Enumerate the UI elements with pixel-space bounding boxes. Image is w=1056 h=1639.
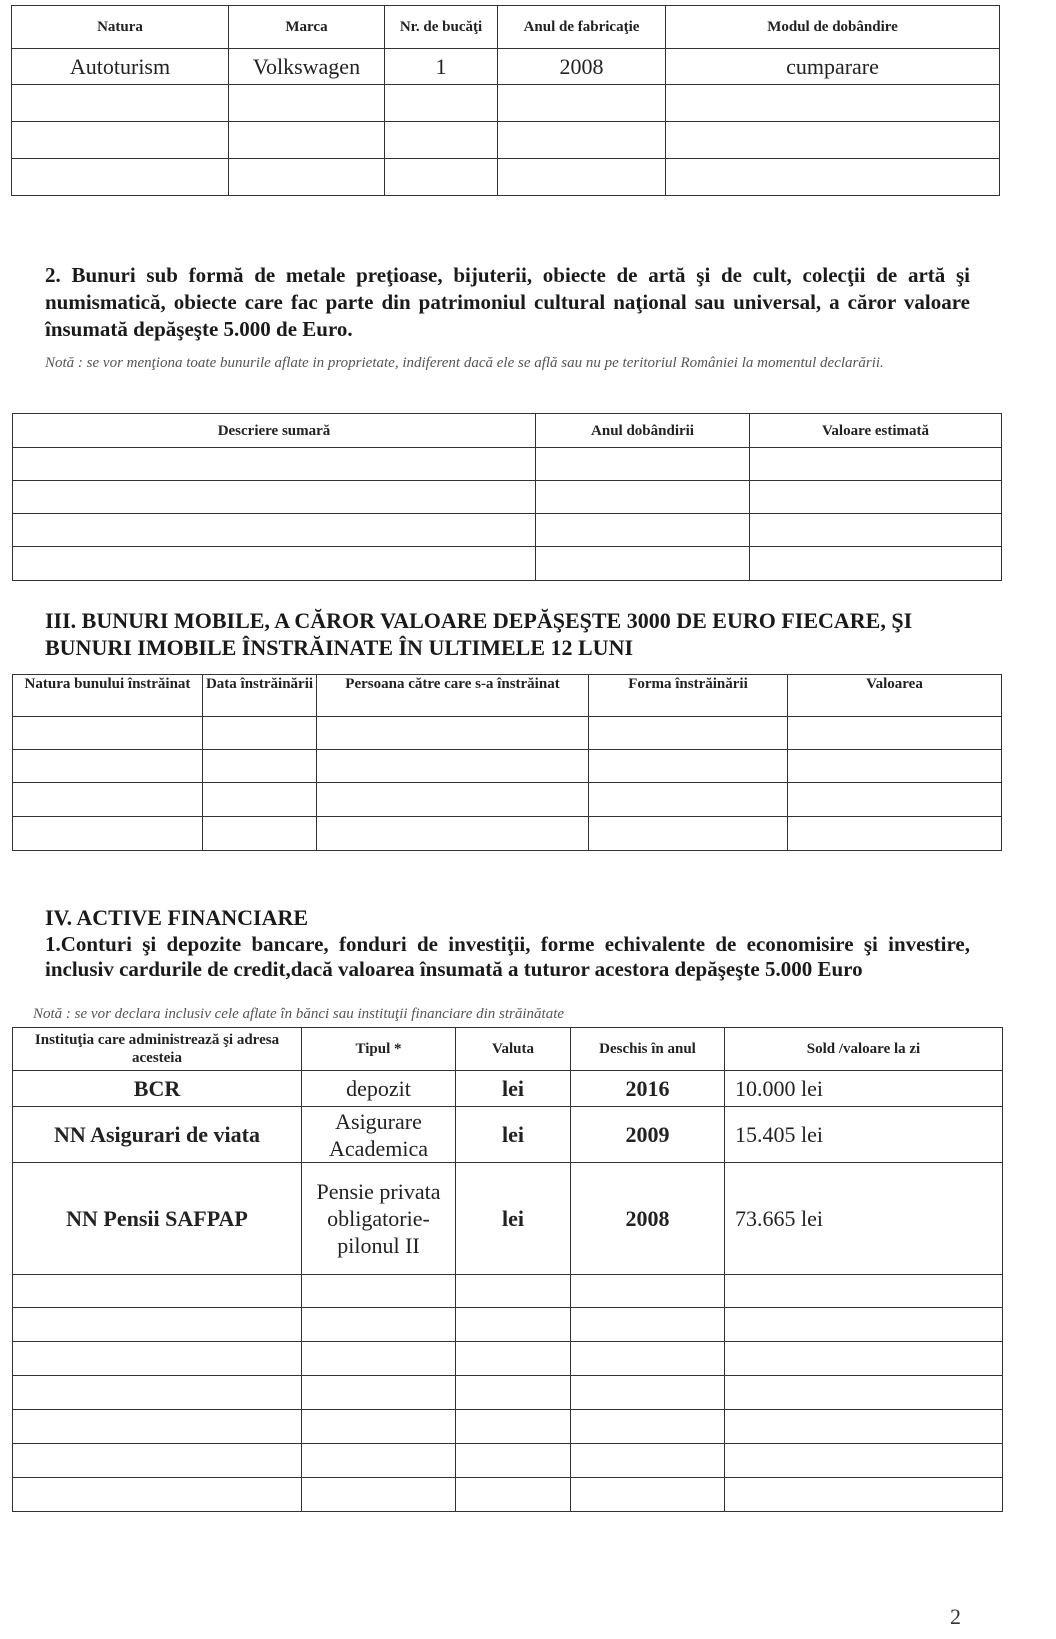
table-row — [12, 85, 1000, 122]
valuables-table — [12, 413, 1002, 581]
column-header: Forma înstrăinării — [589, 675, 788, 717]
table-cell: 73.665 lei — [725, 1163, 1003, 1275]
table-row — [13, 514, 1002, 547]
table-cell — [456, 1342, 571, 1376]
page-number: 2 — [950, 1604, 961, 1629]
table-cell — [571, 1376, 725, 1410]
table-cell — [302, 1275, 456, 1308]
table-row — [13, 817, 1002, 851]
table-cell — [725, 1308, 1003, 1342]
table-cell — [385, 159, 498, 196]
column-header: Natura bunului înstrăinat — [13, 675, 203, 717]
table-cell — [317, 750, 589, 783]
table-cell: 15.405 lei — [725, 1107, 1003, 1163]
table-row — [13, 1376, 1003, 1410]
table-row — [12, 122, 1000, 159]
table-cell — [302, 1342, 456, 1376]
table-cell — [13, 783, 203, 817]
table-cell — [302, 1444, 456, 1478]
column-header: Marca — [229, 6, 385, 49]
table-cell — [229, 85, 385, 122]
table-row — [12, 159, 1000, 196]
table-cell — [317, 717, 589, 750]
table-cell — [456, 1308, 571, 1342]
table-cell — [498, 122, 666, 159]
table-cell — [302, 1410, 456, 1444]
table-row — [13, 1444, 1003, 1478]
column-header: Data înstrăinării — [203, 675, 317, 717]
table-cell — [456, 1444, 571, 1478]
table-cell — [571, 1410, 725, 1444]
table-cell — [725, 1410, 1003, 1444]
column-header: Valoare estimată — [750, 414, 1002, 448]
table-cell — [13, 1376, 302, 1410]
table-cell — [589, 717, 788, 750]
table-cell — [13, 448, 536, 481]
table-cell: lei — [456, 1071, 571, 1107]
table-row — [13, 547, 1002, 581]
table-row — [13, 1107, 1003, 1163]
table-cell: lei — [456, 1107, 571, 1163]
table-cell — [456, 1478, 571, 1512]
table-cell: cumparare — [666, 49, 1000, 85]
table-cell — [229, 159, 385, 196]
table-cell — [13, 750, 203, 783]
table-cell: NN Pensii SAFPAP — [13, 1163, 302, 1275]
table-cell — [589, 817, 788, 851]
table-row — [13, 1478, 1003, 1512]
table-cell — [666, 85, 1000, 122]
table-cell — [589, 783, 788, 817]
alienated-goods-table — [12, 674, 1002, 851]
section-4-note: Notă : se vor declara inclusiv cele aflate în bănci sau instituţii financiare din străinătate — [33, 1006, 565, 1022]
table-header-row — [12, 6, 1000, 49]
table-cell — [571, 1308, 725, 1342]
column-header: Persoana către care s-a înstrăinat — [317, 675, 589, 717]
table-cell — [498, 159, 666, 196]
table-cell — [571, 1478, 725, 1512]
table-cell — [317, 817, 589, 851]
table-cell — [13, 514, 536, 547]
table-cell — [13, 481, 536, 514]
table-cell — [788, 750, 1002, 783]
table-cell — [302, 1308, 456, 1342]
table-cell — [302, 1376, 456, 1410]
table-row — [13, 1071, 1003, 1107]
column-header: Descriere sumară — [13, 414, 536, 448]
table-cell — [536, 481, 750, 514]
table-cell — [666, 159, 1000, 196]
table-cell — [203, 783, 317, 817]
table-cell: lei — [456, 1163, 571, 1275]
table-row — [13, 783, 1002, 817]
table-cell: 10.000 lei — [725, 1071, 1003, 1107]
section-3-heading: III. BUNURI MOBILE, A CĂROR VALOARE DEPĂŞEŞTE 3000 DE EURO FIECARE, ŞI BUNURI IMOBILE ÎNSTRĂINATE ÎN ULTIMELE 12 LUNI — [45, 608, 913, 660]
table-cell: depozit — [302, 1071, 456, 1107]
table-cell: Asigurare Academica — [302, 1107, 456, 1163]
table-cell — [12, 159, 229, 196]
section-4-title: IV. ACTIVE FINANCIARE — [45, 905, 309, 930]
table-cell: Volkswagen — [229, 49, 385, 85]
table-cell — [13, 1410, 302, 1444]
table-cell — [229, 122, 385, 159]
table-cell — [385, 122, 498, 159]
table-cell — [456, 1410, 571, 1444]
table-cell: Pensie privata obligatorie-pilonul II — [302, 1163, 456, 1275]
column-header: Nr. de bucăţi — [385, 6, 498, 49]
table-cell — [571, 1275, 725, 1308]
column-header: Natura — [12, 6, 229, 49]
column-header: Instituţia care administrează şi adresa acesteia — [13, 1028, 302, 1071]
column-header: Anul dobândirii — [536, 414, 750, 448]
table-cell — [13, 817, 203, 851]
table-cell — [203, 717, 317, 750]
table-cell — [536, 514, 750, 547]
table-cell — [536, 448, 750, 481]
section-2-note: Notă : se vor menţiona toate bunurile aflate in proprietate, indiferent dacă ele se află sau nu pe teritoriul României la momentul declarării. — [45, 355, 884, 371]
table-cell — [725, 1275, 1003, 1308]
table-cell — [317, 783, 589, 817]
table-cell: 1 — [385, 49, 498, 85]
column-header: Valuta — [456, 1028, 571, 1071]
section-4-heading: 1.Conturi şi depozite bancare, fonduri de investiţii, forme echivalente de economisire şi investire, inclusiv cardurile de credit,dacă valoarea însumată a tuturor acestora depăşeşte 5.000 Euro — [45, 932, 970, 981]
column-header: Sold /valoare la zi — [725, 1028, 1003, 1071]
table-row — [13, 1342, 1003, 1376]
table-cell — [788, 717, 1002, 750]
table-row — [13, 1275, 1003, 1308]
column-header: Tipul * — [302, 1028, 456, 1071]
table-row — [13, 750, 1002, 783]
table-cell: NN Asigurari de viata — [13, 1107, 302, 1163]
section-2-heading: 2. Bunuri sub formă de metale preţioase, bijuterii, obiecte de artă şi de cult, colecţii de artă şi numismatică, obiecte care fac parte din patrimoniul cultural naţional sau universal, a căror valoare însumată depăşeşte 5.000 de Euro. — [45, 263, 970, 341]
table-row — [13, 1410, 1003, 1444]
table-cell — [750, 448, 1002, 481]
table-cell — [725, 1342, 1003, 1376]
table-cell — [456, 1376, 571, 1410]
table-row — [13, 717, 1002, 750]
table-cell — [13, 1275, 302, 1308]
table-cell — [571, 1342, 725, 1376]
financial-assets-table — [12, 1027, 1003, 1512]
table-cell — [12, 85, 229, 122]
table-cell: 2008 — [571, 1163, 725, 1275]
table-cell — [203, 817, 317, 851]
table-cell — [788, 817, 1002, 851]
table-cell — [571, 1444, 725, 1478]
table-cell — [13, 1444, 302, 1478]
table-row — [12, 49, 1000, 85]
table-cell — [302, 1478, 456, 1512]
table-cell — [203, 750, 317, 783]
table-cell — [12, 122, 229, 159]
table-cell: 2016 — [571, 1071, 725, 1107]
table-cell — [750, 514, 1002, 547]
table-cell — [589, 750, 788, 783]
table-cell — [536, 547, 750, 581]
table-cell — [725, 1376, 1003, 1410]
table-row — [13, 1308, 1003, 1342]
table-row — [13, 448, 1002, 481]
table-cell — [13, 717, 203, 750]
table-header-row — [13, 675, 1002, 717]
table-cell — [725, 1478, 1003, 1512]
table-header-row — [13, 414, 1002, 448]
table-cell — [456, 1275, 571, 1308]
column-header: Modul de dobândire — [666, 6, 1000, 49]
column-header: Valoarea — [788, 675, 1002, 717]
table-header-row — [13, 1028, 1003, 1071]
table-row — [13, 481, 1002, 514]
table-cell — [13, 1478, 302, 1512]
column-header: Deschis în anul — [571, 1028, 725, 1071]
table-cell — [13, 1308, 302, 1342]
vehicles-table — [11, 5, 1000, 196]
table-cell — [13, 1342, 302, 1376]
table-cell — [788, 783, 1002, 817]
table-cell — [750, 481, 1002, 514]
table-cell: 2009 — [571, 1107, 725, 1163]
column-header: Anul de fabricaţie — [498, 6, 666, 49]
table-cell — [750, 547, 1002, 581]
table-row — [13, 1163, 1003, 1275]
table-cell — [13, 547, 536, 581]
table-cell — [385, 85, 498, 122]
table-cell — [666, 122, 1000, 159]
table-cell: BCR — [13, 1071, 302, 1107]
table-cell — [498, 85, 666, 122]
table-cell: Autoturism — [12, 49, 229, 85]
table-cell — [725, 1444, 1003, 1478]
table-cell: 2008 — [498, 49, 666, 85]
